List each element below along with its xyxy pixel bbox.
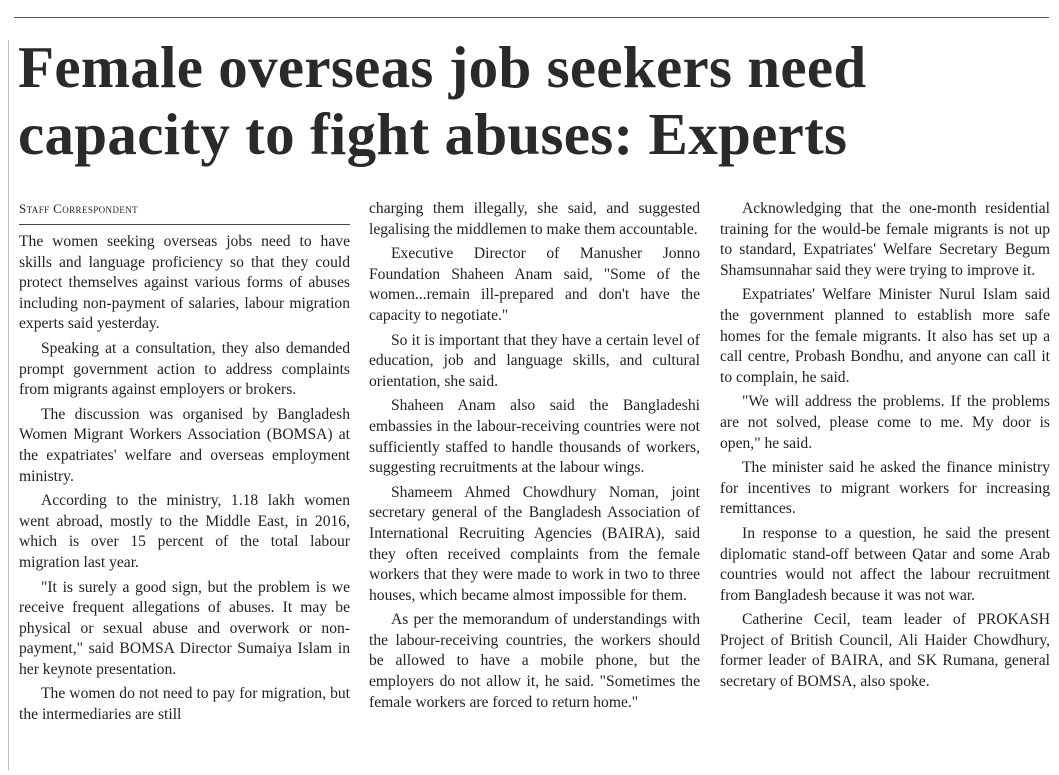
article-paragraph: Expatriates' Welfare Minister Nurul Islam said the government planned to establish more safe homes for the female migrants. It also has set up a call centre, Probash Bondhu, and anyone can call it to complain, he said. <box>720 286 1050 386</box>
article-paragraph: "We will address the problems. If the problems are not solved, please come to me. My door is open," he said. <box>720 393 1050 452</box>
article-paragraph: Shaheen Anam also said the Bangladeshi embassies in the labour-receiving countries were not sufficiently staffed to handle thousands of workers, suggesting recruitments at the labour wings. <box>369 397 700 477</box>
article-byline: Staff Correspondent <box>19 199 350 225</box>
article-paragraph: Catherine Cecil, team leader of PROKASH Project of British Council, Ali Haider Chowdhury, former leader of BAIRA, and SK Rumana, general secretary of BOMSA, also spoke. <box>720 611 1050 691</box>
article-paragraph: In response to a question, he said the present diplomatic stand-off between Qatar and some Arab countries would not affect the labour recruitment from Bangladesh because it was not war. <box>720 524 1050 604</box>
article-paragraph: The minister said he asked the finance ministry for incentives to migrant workers for increasing remittances. <box>720 459 1050 518</box>
article-paragraph: Executive Director of Manusher Jonno Foundation Shaheen Anam said, "Some of the women...remain ill-prepared and don't have the capacity to negotiate." <box>369 245 700 324</box>
article-paragraph: charging them illegally, she said, and suggested legalising the middlemen to make them accountable. <box>369 200 700 238</box>
page-edge-line <box>8 40 9 770</box>
article-paragraph: Acknowledging that the one-month residential training for the would-be female migrants is not up to standard, Expatriates' Welfare Secretary Begum Shamsunnahar said they were trying to improve it. <box>720 200 1050 279</box>
article-column-1 <box>19 199 350 730</box>
article-paragraph: As per the memorandum of understandings with the labour-receiving countries, the workers should be allowed to have a mobile phone, but the employers do not allow it, he said. "Sometimes the female workers are forced to return home." <box>369 611 700 711</box>
top-rule <box>14 17 1049 18</box>
article-paragraph: Shameem Ahmed Chowdhury Noman, joint secretary general of the Bangladesh Association of International Recruiting Agencies (BAIRA), said they often received complaints from the female workers that they were made to work in two to three houses, which became almost impossible for them. <box>369 483 700 604</box>
article-paragraph: So it is important that they have a certain level of education, job and language skills, and cultural orientation, she said. <box>369 331 700 390</box>
article-paragraph: The discussion was organised by Bangladesh Women Migrant Workers Association (BOMSA) at the expatriates' welfare and overseas employment ministry. <box>19 405 350 485</box>
article-paragraph: The women seeking overseas jobs need to have skills and language proficiency so that they could protect themselves against various forms of abuses including non-payment of salaries, labour migration experts said yesterday. <box>19 233 350 333</box>
article-paragraph: According to the ministry, 1.18 lakh women went abroad, mostly to the Middle East, in 2016, which is over 15 percent of the total labour migration last year. <box>19 492 350 571</box>
article-paragraph: "It is surely a good sign, but the problem is we receive frequent allegations of abuses. It may be physical or sexual abuse and overwork or non-payment," said BOMSA Director Sumaiya Islam in her keynote presentation. <box>19 578 350 678</box>
article-paragraph: Speaking at a consultation, they also demanded prompt government action to address complaints from migrants against employers or brokers. <box>19 339 350 399</box>
article-column-3 <box>720 199 1050 697</box>
article-column-2 <box>369 199 700 717</box>
article-headline: Female overseas job seekers need capacity to fight abuses: Experts <box>18 34 867 167</box>
article-paragraph: The women do not need to pay for migration, but the intermediaries are still <box>19 685 350 724</box>
